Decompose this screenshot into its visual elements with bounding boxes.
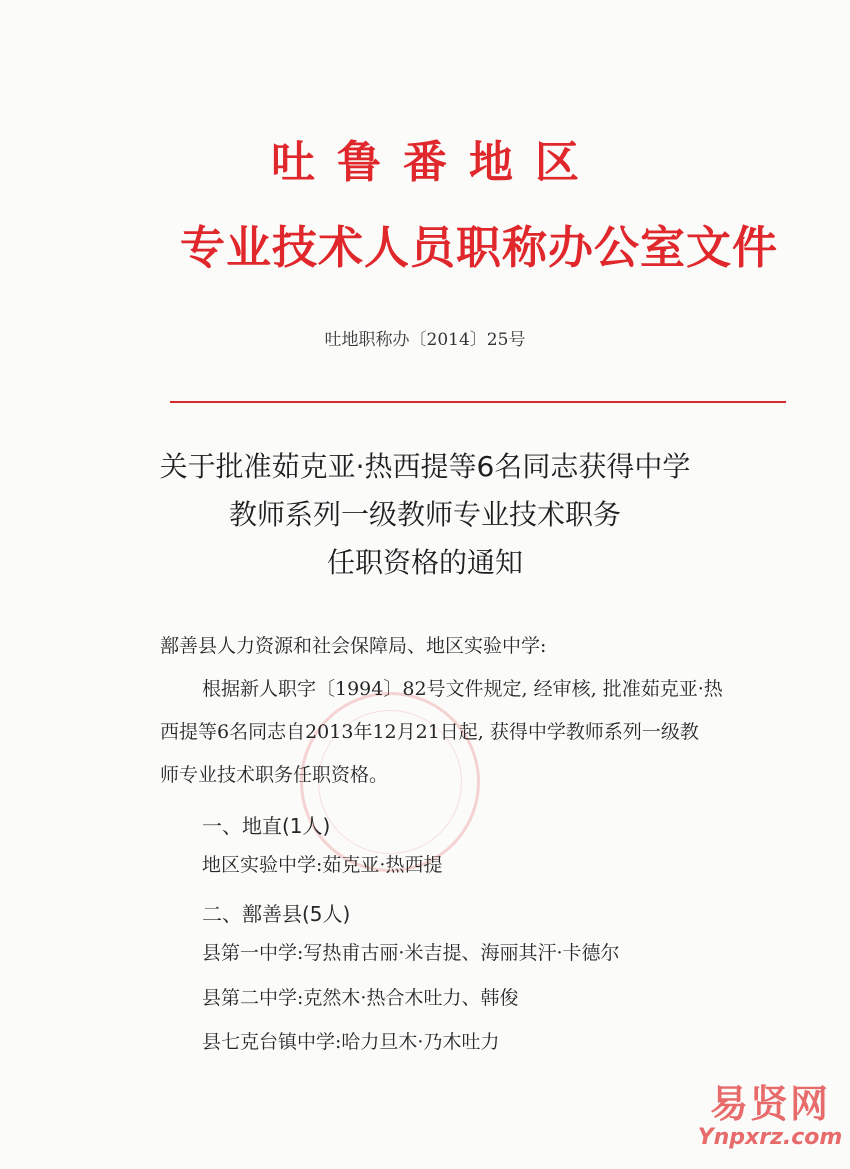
watermark-cn-text: 易贤网 — [709, 1082, 830, 1126]
section-heading-direct: 一、地直(1人) — [202, 814, 331, 838]
site-watermark — [695, 1082, 845, 1150]
section-entry: 县第一中学:写热甫古丽·米吉提、海丽其汗·卡德尔 — [202, 942, 620, 964]
section-entry: 县第二中学:克然木·热合木吐力、韩俊 — [202, 987, 519, 1009]
section-heading-shanshan: 二、鄯善县(5人) — [202, 902, 351, 926]
document-number: 吐地职称办〔2014〕25号 — [324, 330, 526, 350]
red-divider-line — [170, 401, 786, 403]
body-paragraph-line-2: 西提等6名同志自2013年12月21日起, 获得中学教师系列一级教 — [160, 721, 699, 743]
watermark-url-text: Ynpxrz.com — [697, 1125, 843, 1150]
issuer-region-heading: 吐鲁番地区 — [271, 137, 601, 188]
notice-title-line-2: 教师系列一级教师专业技术职务 — [228, 498, 621, 531]
section-entry: 地区实验中学:茹克亚·热西提 — [202, 854, 443, 876]
section-entry: 县七克台镇中学:哈力旦木·乃木吐力 — [202, 1031, 500, 1053]
issuer-office-heading: 专业技术人员职称办公室文件 — [180, 221, 779, 274]
notice-title-line-3: 任职资格的通知 — [326, 546, 523, 579]
recipients-line: 鄯善县人力资源和社会保障局、地区实验中学: — [160, 635, 547, 657]
body-paragraph-line-1: 根据新人职字〔1994〕82号文件规定, 经审核, 批准茹克亚·热 — [202, 678, 723, 700]
notice-title-line-1: 关于批准茹克亚·热西提等6名同志获得中学 — [159, 450, 691, 483]
body-paragraph-line-3: 师专业技术职务任职资格。 — [160, 764, 389, 786]
